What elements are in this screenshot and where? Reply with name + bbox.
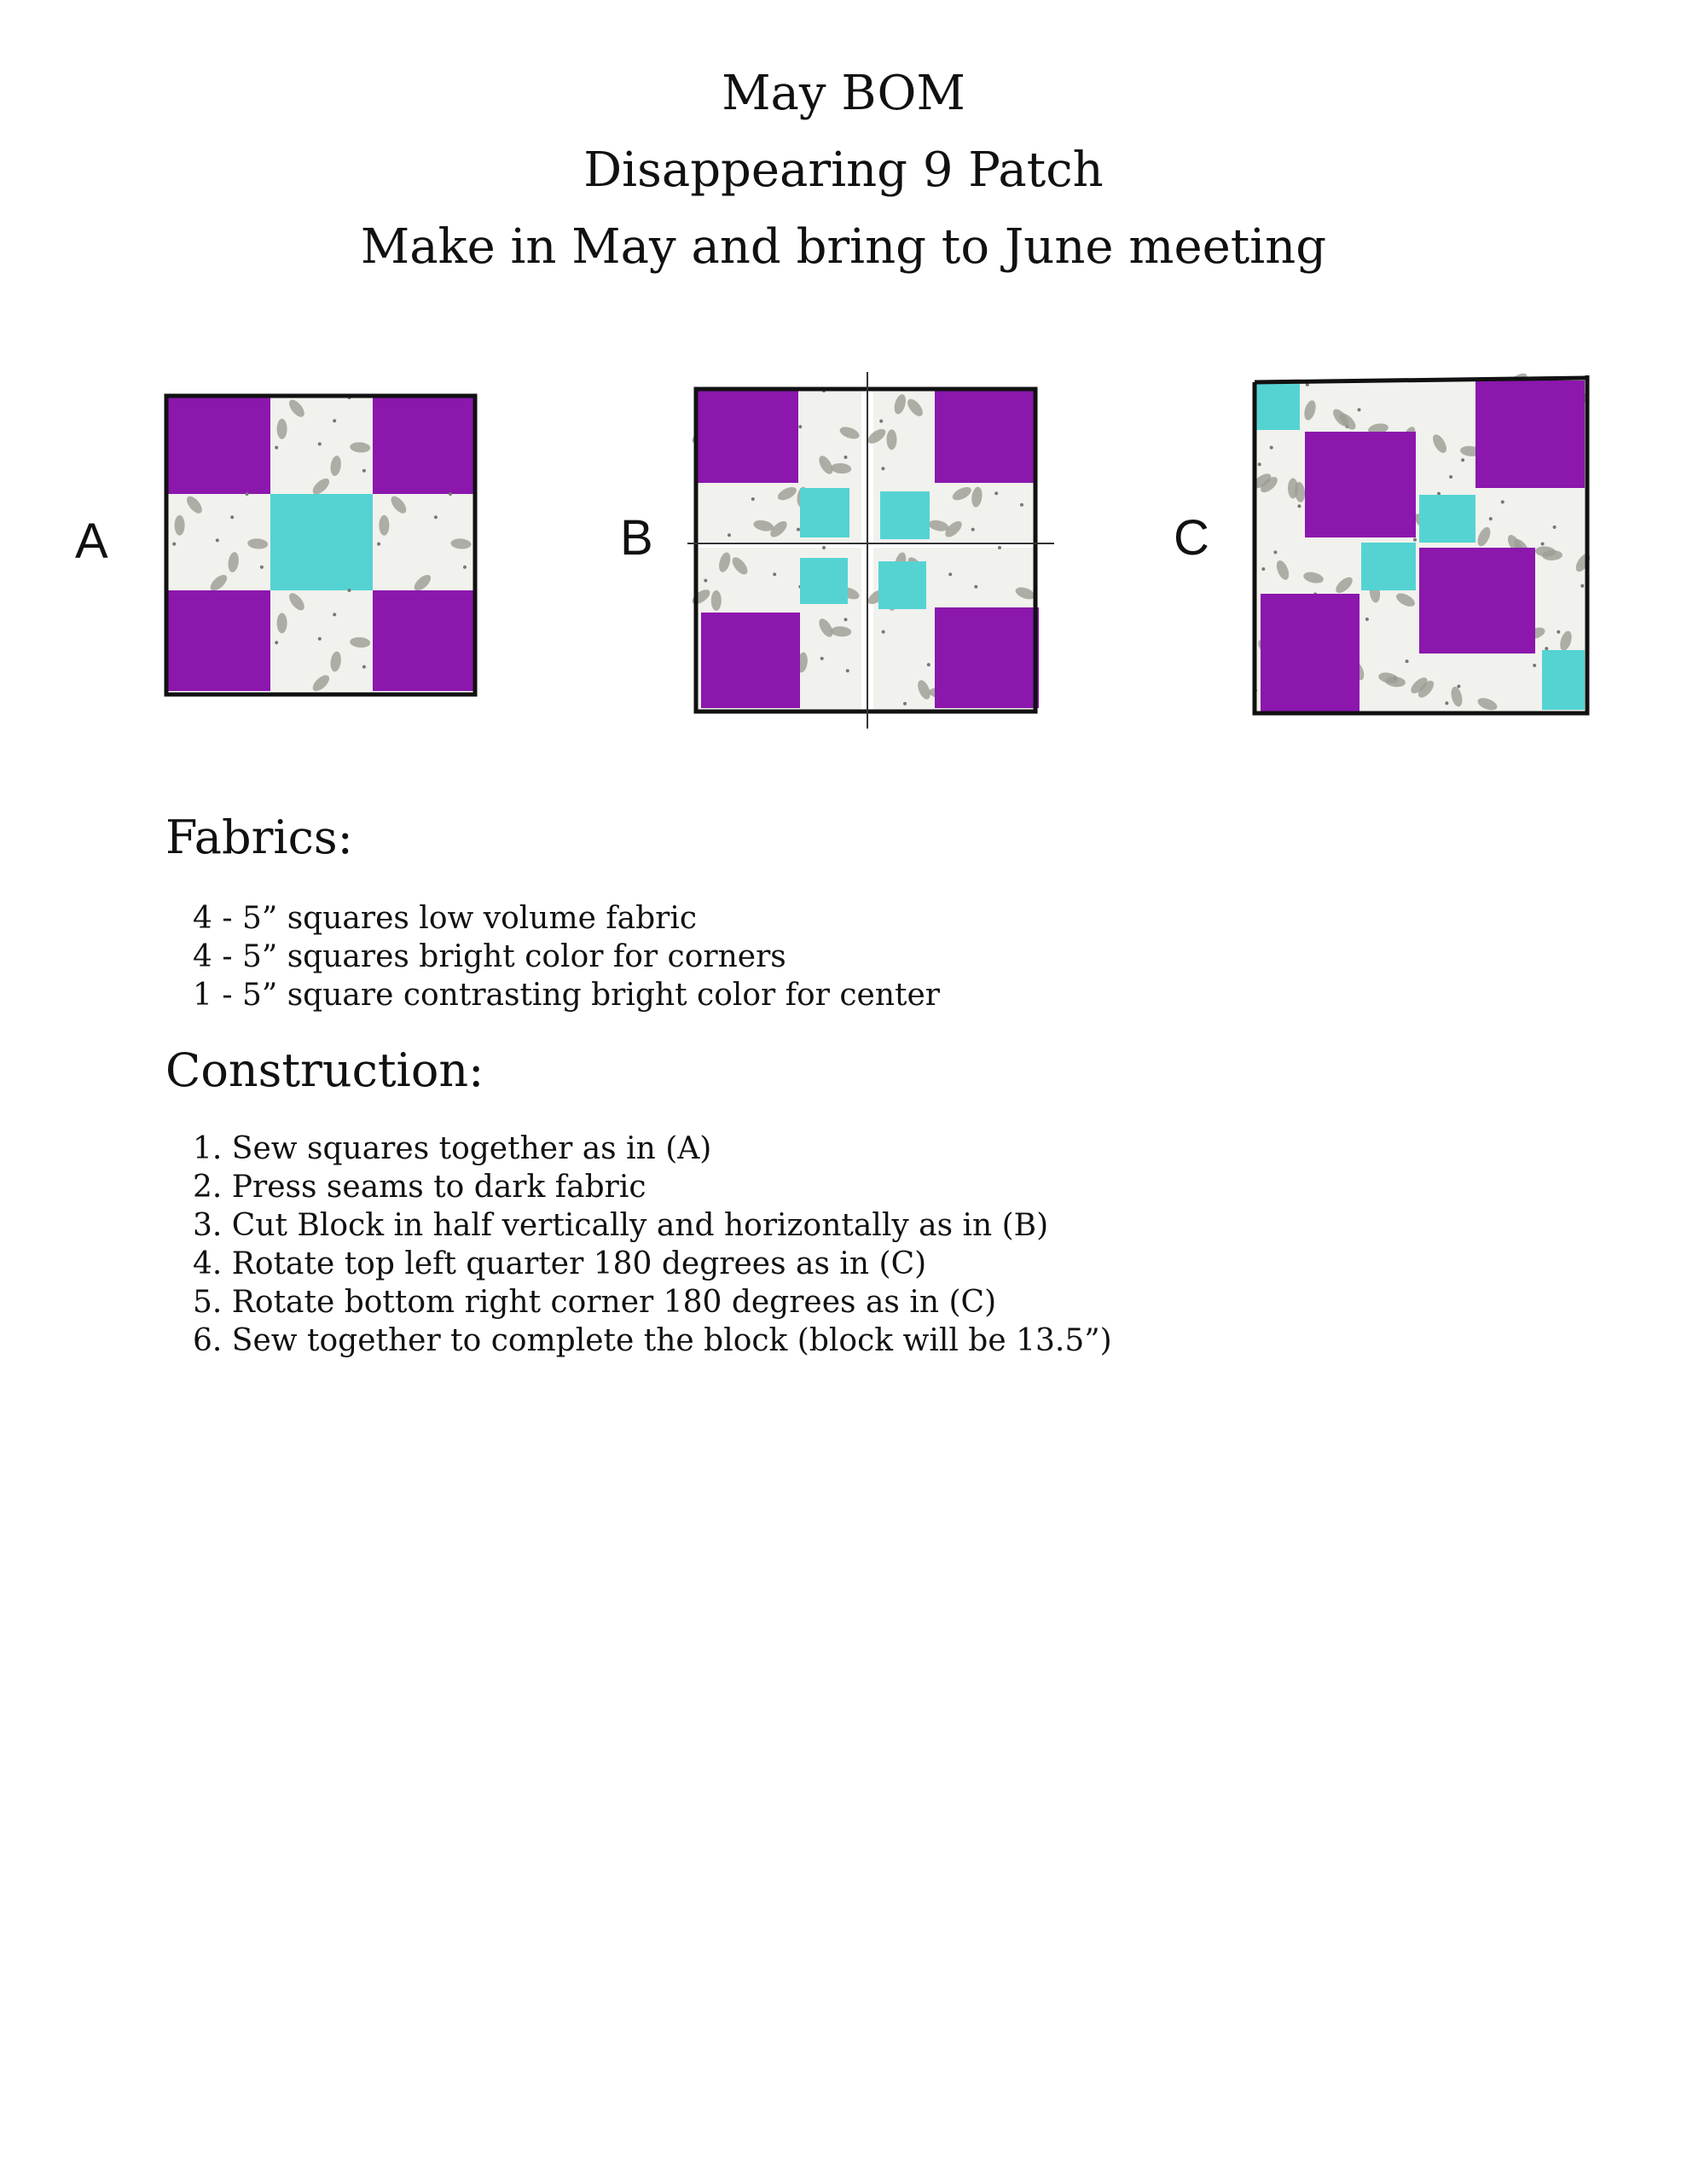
fabrics-heading: Fabrics:	[165, 810, 353, 864]
purple-patch	[373, 590, 473, 691]
list-item: 6. Sew together to complete the block (block will be 13.5”)	[193, 1323, 1112, 1358]
fabric-speckle	[277, 419, 287, 439]
fabric-dot	[1297, 504, 1301, 508]
fabric-speckle	[277, 613, 287, 633]
fabric-dot	[797, 528, 800, 531]
fabric-dot	[1270, 446, 1273, 450]
fabric-dot	[903, 702, 907, 706]
purple-patch	[935, 607, 1039, 708]
block-b-diagram	[687, 372, 1054, 729]
fabric-dot	[1413, 538, 1417, 542]
aqua-patch	[1361, 543, 1416, 590]
block-a-diagram	[165, 394, 477, 696]
purple-patch	[701, 613, 800, 708]
list-item: 4. Rotate top left quarter 180 degrees as in (C)	[193, 1246, 927, 1281]
list-item: 1. Sew squares together as in (A)	[193, 1131, 712, 1166]
fabric-dot	[1273, 550, 1277, 554]
fabric-dot	[773, 572, 776, 576]
fabric-dot	[216, 538, 219, 542]
fabric-speckle	[175, 515, 185, 536]
fabric-dot	[881, 467, 884, 470]
list-item: 4 - 5” squares low volume fabric	[193, 901, 698, 936]
fabric-dot	[846, 669, 849, 672]
fabric-dot	[275, 641, 278, 644]
title-line-1: May BOM	[722, 66, 965, 121]
fabric-dot	[1020, 503, 1023, 507]
fabric-dot	[1261, 567, 1265, 571]
fabric-dot	[333, 613, 336, 616]
fabric-dot	[463, 566, 467, 569]
fabric-dot	[704, 579, 707, 583]
fabric-dot	[1358, 408, 1361, 411]
aqua-patch	[800, 488, 849, 537]
purple-patch	[698, 391, 798, 483]
fabric-dot	[172, 543, 176, 546]
block-c-diagram	[1252, 375, 1590, 717]
fabric-dot	[1553, 526, 1557, 529]
fabric-dot	[1406, 659, 1409, 663]
block-label-b: B	[620, 510, 653, 566]
fabric-dot	[1557, 630, 1560, 634]
aqua-patch	[800, 558, 848, 604]
fabric-dot	[449, 492, 452, 496]
fabric-dot	[1501, 500, 1504, 503]
fabric-dot	[1445, 701, 1448, 705]
fabric-dot	[1533, 664, 1536, 667]
purple-patch	[373, 398, 473, 494]
fabric-dot	[1545, 647, 1548, 650]
fabric-dot	[971, 528, 975, 531]
fabric-dot	[275, 446, 278, 450]
aqua-patch	[1419, 495, 1475, 543]
fabric-dot	[333, 419, 336, 422]
purple-patch	[168, 590, 270, 691]
list-item: 2. Press seams to dark fabric	[193, 1170, 646, 1205]
fabric-dot	[820, 657, 824, 660]
block-label-c: C	[1174, 510, 1209, 566]
fabric-dot	[998, 546, 1001, 549]
purple-patch	[935, 391, 1034, 483]
title-line-3: Make in May and bring to June meeting	[360, 219, 1327, 275]
fabric-speckle	[379, 515, 389, 536]
fabric-dot	[1258, 462, 1261, 466]
fabric-dot	[798, 425, 802, 428]
aqua-patch	[1542, 650, 1585, 710]
fabric-dot	[230, 515, 234, 519]
fabric-dot	[974, 585, 977, 589]
fabric-dot	[434, 515, 438, 519]
fabric-dot	[751, 497, 755, 501]
fabric-dot	[377, 543, 380, 546]
purple-patch	[1419, 548, 1535, 653]
fabric-dot	[318, 442, 322, 445]
aqua-patch	[270, 494, 373, 590]
fabric-dot	[246, 492, 249, 496]
title-line-2: Disappearing 9 Patch	[583, 142, 1104, 198]
fabric-dot	[318, 637, 322, 641]
fabric-dot	[844, 456, 848, 459]
fabric-dot	[844, 618, 848, 621]
fabric-dot	[994, 491, 998, 495]
fabric-dot	[1489, 517, 1493, 520]
fabric-dot	[879, 420, 883, 423]
fabric-dot	[348, 589, 351, 592]
fabric-dot	[822, 546, 826, 549]
fabric-dot	[1580, 584, 1584, 588]
fabric-dot	[1461, 458, 1464, 462]
purple-patch	[168, 398, 270, 494]
fabric-dot	[882, 630, 885, 634]
construction-heading: Construction:	[165, 1043, 484, 1097]
list-item: 3. Cut Block in half vertically and horizontally as in (B)	[193, 1208, 1049, 1243]
fabric-dot	[362, 469, 366, 473]
fabric-dot	[1365, 618, 1369, 621]
fabric-dot	[1541, 543, 1545, 546]
list-item: 5. Rotate bottom right corner 180 degrees as in (C)	[193, 1285, 997, 1320]
list-item: 1 - 5” square contrasting bright color for center	[193, 978, 940, 1013]
fabric-dot	[948, 572, 952, 576]
fabric-speckle	[711, 590, 722, 611]
fabric-dot	[362, 665, 366, 669]
purple-patch	[1261, 594, 1359, 712]
construction-steps	[193, 1130, 1112, 1360]
aqua-patch	[878, 561, 926, 609]
aqua-patch	[880, 491, 930, 539]
fabric-dot	[728, 533, 731, 537]
aqua-patch	[1255, 380, 1300, 430]
purple-patch	[1475, 380, 1585, 488]
fabrics-list	[193, 899, 940, 1014]
fabric-dot	[1449, 475, 1452, 479]
fabric-dot	[927, 663, 930, 666]
fabric-dot	[1457, 685, 1460, 688]
list-item: 4 - 5” squares bright color for corners	[193, 939, 786, 974]
fabric-dot	[260, 566, 264, 569]
purple-patch	[1305, 432, 1416, 537]
fabric-speckle	[887, 429, 897, 450]
block-label-a: A	[75, 514, 108, 569]
